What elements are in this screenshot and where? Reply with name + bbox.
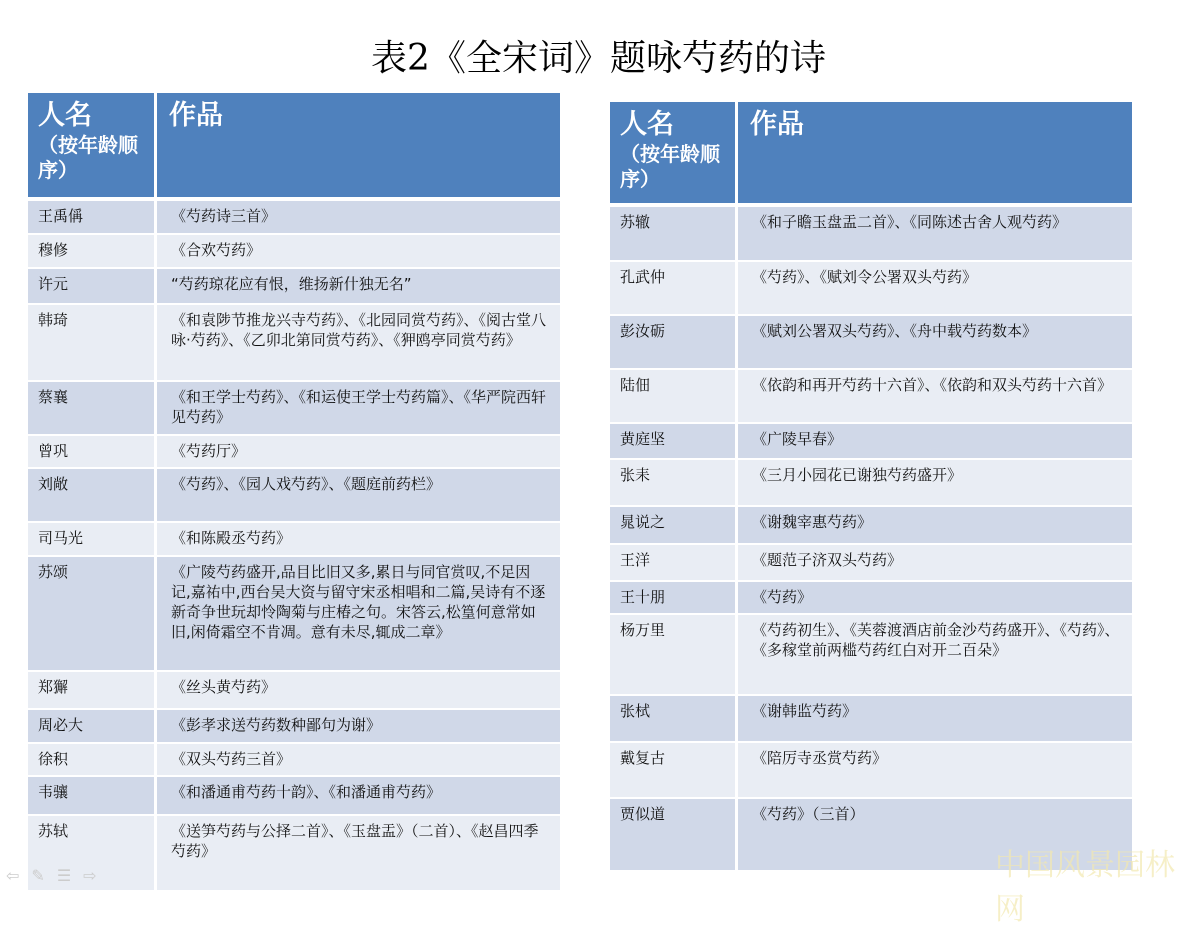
poem-works: 《依韵和再开芍药十六首》、《依韵和双头芍药十六首》 (752, 376, 1113, 394)
left-table (28, 93, 560, 892)
poem-works: 《送笋芍药与公择二首》、《玉盘盂》（二首）、《赵昌四季芍药》 (171, 822, 539, 860)
poet-name: 苏轼 (28, 816, 157, 890)
poet-name: 王洋 (610, 545, 738, 580)
poet-name: 刘敞 (28, 469, 157, 521)
table-row (610, 507, 1132, 545)
poem-works: 《陪厉寺丞赏芍药》 (752, 749, 888, 767)
poem-works: 《芍药》（三首） (752, 805, 865, 823)
poem-works: 《彭孝求送芍药数种鄙句为谢》 (171, 716, 382, 734)
watermark-logo: 中国风景园林网 (995, 848, 1175, 927)
header-name (610, 102, 738, 203)
table-row (28, 710, 560, 744)
slide-nav (6, 866, 97, 885)
poet-name: 晁说之 (610, 507, 738, 543)
poem-works: 《芍药厅》 (171, 442, 247, 460)
poem-works: 《芍药初生》、《芙蓉渡酒店前金沙芍药盛开》、《芍药》、《多稼堂前两槛芍药红白对开二百朵》 (752, 621, 1120, 659)
table-row (28, 557, 560, 672)
table-row (28, 201, 560, 235)
poet-name: 穆修 (28, 235, 157, 267)
poem-works: 《谢魏宰惠芍药》 (752, 513, 873, 531)
table-row (28, 305, 560, 382)
poem-works: 《三月小园花已谢独芍药盛开》 (752, 466, 963, 484)
poem-works: 《和袁陟节推龙兴寺芍药》、《北园同赏芍药》、《阅古堂八咏·芍药》、《乙卯北第同赏芍药》、《狎鸥亭同赏芍药》 (171, 311, 547, 349)
poet-name: 彭汝砺 (610, 316, 738, 368)
poem-works: 《芍药》、《赋刘令公署双头芍药》 (752, 268, 978, 286)
table-row (610, 582, 1132, 615)
poet-name: 孔武仲 (610, 262, 738, 314)
pen-icon[interactable]: ✎ (31, 866, 45, 885)
poet-name: 杨万里 (610, 615, 738, 694)
poet-name: 曾巩 (28, 436, 157, 467)
header-works: 作品 (750, 109, 804, 140)
poet-name: 贾似道 (610, 799, 738, 870)
poet-name: 徐积 (28, 744, 157, 775)
poem-works: 《和陈殿丞芍药》 (171, 529, 292, 547)
poet-name: 蔡襄 (28, 382, 157, 434)
table-header (610, 102, 1132, 207)
table-row (610, 207, 1132, 262)
header-name-sub: （按年龄顺序） (38, 133, 138, 182)
poet-name: 戴复古 (610, 743, 738, 797)
poet-name: 张耒 (610, 460, 738, 505)
table-row (610, 262, 1132, 316)
table-row (610, 615, 1132, 696)
poet-name: 陆佃 (610, 370, 738, 422)
table-row (28, 816, 560, 892)
header-works: 作品 (169, 100, 223, 131)
table-row (28, 269, 560, 305)
poem-works: 《广陵芍药盛开,品目比旧又多,累日与同官赏叹,不足因记,嘉祐中,西台吴大资与留守宋丞相唱和二篇,吴诗有不逐新奇争世玩却怜陶菊与庄椿之句。宋答云,松篁何意常如旧,闲倚霜空不肯凋。意有未尽,辄成二章》 (171, 563, 546, 641)
table-row (28, 436, 560, 469)
poet-name: 王十朋 (610, 582, 738, 613)
table-header (28, 93, 560, 201)
poem-works: 《合欢芍药》 (171, 241, 262, 259)
poem-works: 《谢韩监芍药》 (752, 702, 858, 720)
poem-works: 《芍药》、《园人戏芍药》、《题庭前药栏》 (171, 475, 442, 493)
table-row (28, 523, 560, 557)
table-row (610, 696, 1132, 743)
menu-icon[interactable]: ☰ (56, 866, 72, 885)
poem-works: 《广陵早春》 (752, 430, 843, 448)
table-row (610, 460, 1132, 507)
poet-name: 黄庭坚 (610, 424, 738, 458)
table-row (28, 777, 560, 816)
table-row (28, 469, 560, 523)
forward-arrow-icon[interactable]: ⇨ (83, 866, 97, 885)
poem-works: “芍药琼花应有恨，维扬新什独无名” (171, 275, 412, 293)
table-row (610, 743, 1132, 799)
poet-name: 张栻 (610, 696, 738, 741)
header-name-label: 人名 (38, 100, 92, 131)
poem-works: 《和王学士芍药》、《和运使王学士芍药篇》、《华严院西轩见芍药》 (171, 388, 547, 426)
table-row (28, 744, 560, 777)
poet-name: 郑獬 (28, 672, 157, 708)
poet-name: 王禹偁 (28, 201, 157, 233)
table-row (610, 424, 1132, 460)
poet-name: 周必大 (28, 710, 157, 742)
poem-works: 《赋刘公署双头芍药》、《舟中载芍药数本》 (752, 322, 1038, 340)
poet-name: 韩琦 (28, 305, 157, 380)
poet-name: 韦骧 (28, 777, 157, 814)
table-row (610, 316, 1132, 370)
poet-name: 司马光 (28, 523, 157, 555)
table-row (28, 672, 560, 710)
poem-works: 《芍药》 (752, 588, 813, 606)
poem-works: 《题范子济双头芍药》 (752, 551, 903, 569)
poem-works: 《芍药诗三首》 (171, 207, 277, 225)
poet-name: 苏辙 (610, 207, 738, 260)
header-name (28, 93, 157, 197)
header-name-label: 人名 (620, 109, 674, 140)
right-table (610, 102, 1132, 872)
table-row (28, 235, 560, 269)
poem-works: 《丝头黄芍药》 (171, 678, 277, 696)
header-name-sub: （按年龄顺序） (620, 142, 720, 191)
table-row (610, 370, 1132, 424)
table-row (28, 382, 560, 436)
back-arrow-icon[interactable]: ⇦ (6, 866, 20, 885)
table-row (610, 545, 1132, 582)
poem-works: 《双头芍药三首》 (171, 750, 292, 768)
poem-works: 《和子瞻玉盘盂二首》、《同陈述古舍人观芍药》 (752, 213, 1068, 231)
poet-name: 苏颂 (28, 557, 157, 670)
page-title: 表2《全宋词》题咏芍药的诗 (371, 38, 826, 79)
poem-works: 《和潘通甫芍药十韵》、《和潘通甫芍药》 (171, 783, 442, 801)
poet-name: 许元 (28, 269, 157, 303)
